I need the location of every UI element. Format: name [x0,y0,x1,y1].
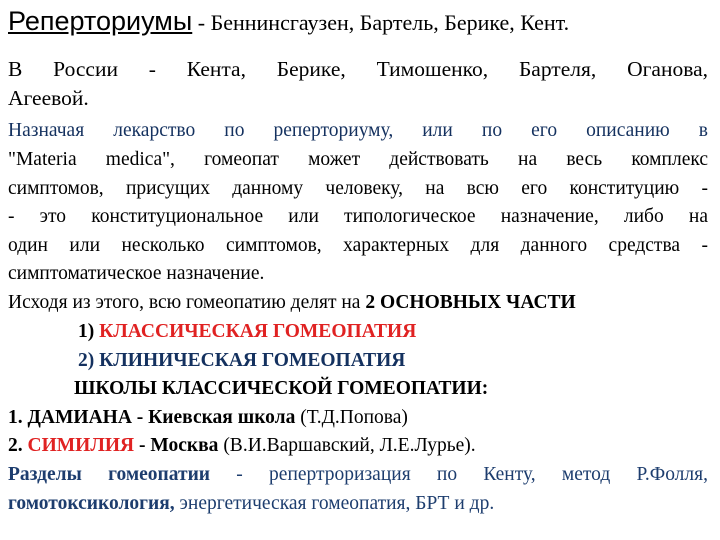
school-2-num: 2. [8,435,28,456]
school-2-sep: - [134,435,151,456]
russia-line-1: В России - Кента, Берике, Тимошенко, Бартеля, Оганова, [8,57,708,81]
para-line-4: - это конституциональное или типологическое назначение, либо на [8,206,708,227]
part-item-2-num: 2) [78,350,100,371]
para-line-3: симптомов, присущих данному человеку, на всю его конституцию - [8,178,708,199]
part-item-1-num: 1) [78,321,100,342]
sections-rest-1: - репертроризация по Кенту, метод Р.Фолля, [210,464,708,485]
title-line [8,6,569,37]
parts-emphasis: 2 ОСНОВНЫХ ЧАСТИ [365,292,576,313]
sections-line-2 [8,493,494,515]
para-line-1: Назначая лекарство по реперториуму, или по его описанию в [8,120,708,141]
school-1-name: ДАМИАНА [27,407,132,428]
sections-rest-2: энергетическая гомеопатия, БРТ и др. [174,493,495,514]
school-1-sep: - [131,407,149,428]
part-item-1 [78,321,416,343]
para-line-6: симптоматическое назначение. [8,263,265,284]
parts-line [8,292,576,314]
schools-heading: ШКОЛЫ КЛАССИЧЕСКОЙ ГОМЕОПАТИИ: [74,378,489,399]
school-1-city: Киевская школа [148,407,296,428]
school-2-city: Москва [150,435,219,456]
part-item-2 [78,350,405,372]
school-1-person: (Т.Д.Попова) [295,407,408,428]
title-main: Реперториумы [8,6,193,36]
title-rest: - Беннинсгаузен, Бартель, Берике, Кент. [192,10,570,35]
parts-lead: Исходя из этого, всю гомеопатию делят на [8,292,366,313]
school-2-persons: (В.И.Варшавский, Л.Е.Лурье). [218,435,476,456]
school-1 [8,407,408,429]
para-line-5: один или несколько симптомов, характерных для данного средства - [8,235,708,256]
school-2 [8,435,476,457]
school-1-num: 1. [8,407,28,428]
para-line-2: "Materia medica", гомеопат может действовать на весь комплекс [8,149,708,170]
sections-bold-2: гомотоксикология, [8,493,175,514]
school-2-name: СИМИЛИЯ [27,435,135,456]
sections-label: Разделы гомеопатии [8,464,211,485]
part-item-2-text: КЛИНИЧЕСКАЯ ГОМЕОПАТИЯ [99,350,406,371]
part-item-1-text: КЛАССИЧЕСКАЯ ГОМЕОПАТИЯ [99,321,417,342]
sections-line-1 [8,464,708,486]
russia-line-2: Агеевой. [8,86,89,110]
